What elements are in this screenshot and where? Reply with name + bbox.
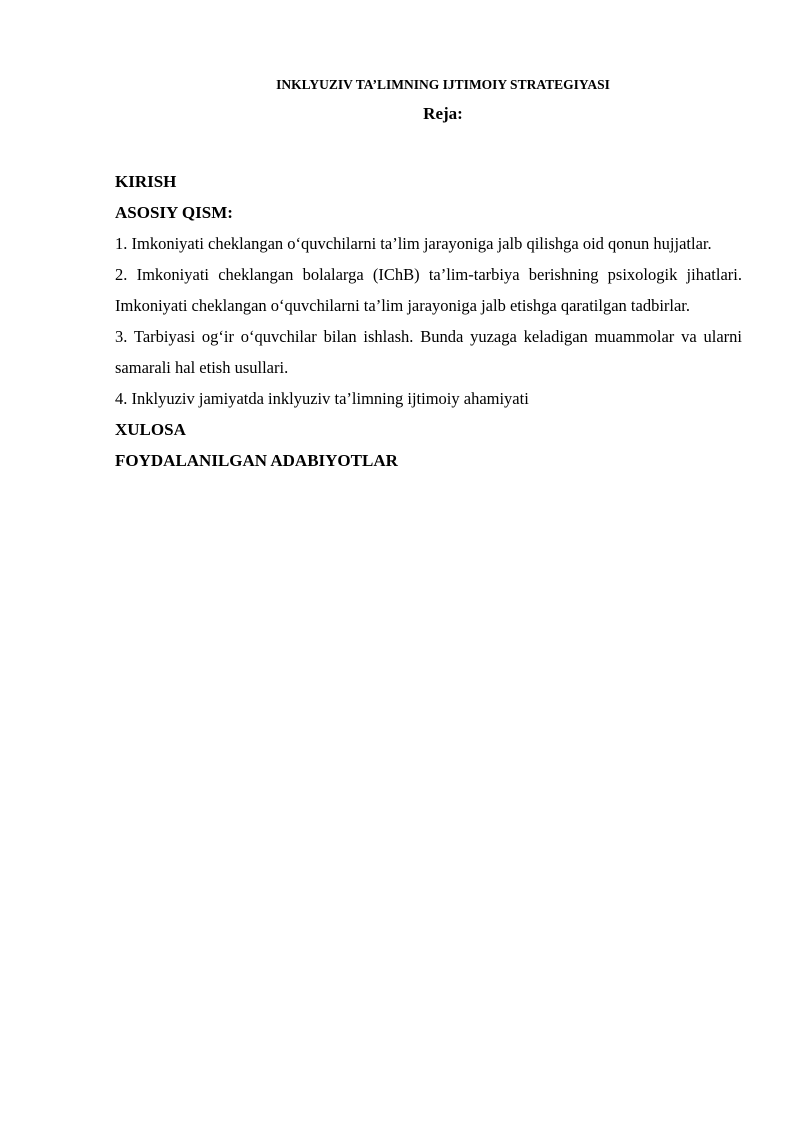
plan-item-4: 4. Inklyuziv jamiyatda inklyuziv ta’limning ijtimoiy ahamiyati: [115, 389, 529, 408]
section-intro: KIRISH: [115, 172, 177, 191]
section-references: FOYDALANILGAN ADABIYOTLAR: [115, 451, 398, 470]
document-title: INKLYUZIV TA’LIMNING IJTIMOIY STRATEGIYASI: [276, 77, 610, 92]
plan-item-3: 3. Tarbiyasi og‘ir o‘quvchilar bilan ishlash. Bunda yuzaga keladigan muammolar va ularni samarali hal etish usullari.: [115, 327, 742, 377]
section-conclusion: XULOSA: [115, 420, 186, 439]
plan-item-2: 2. Imkoniyati cheklangan bolalarga (IChB) ta’lim-tarbiya berishning psixologik jihatlari. Imkoniyati cheklangan o‘quvchilarni ta’lim jarayoniga jalb etishga qaratilgan tadbirlar.: [115, 265, 742, 315]
plan-content: [115, 166, 742, 476]
plan-heading: Reja:: [423, 104, 463, 123]
plan-item-1: 1. Imkoniyati cheklangan o‘quvchilarni ta’lim jarayoniga jalb qilishga oid qonun hujjatlar.: [115, 234, 712, 253]
section-main-part: ASOSIY QISM:: [115, 203, 233, 222]
